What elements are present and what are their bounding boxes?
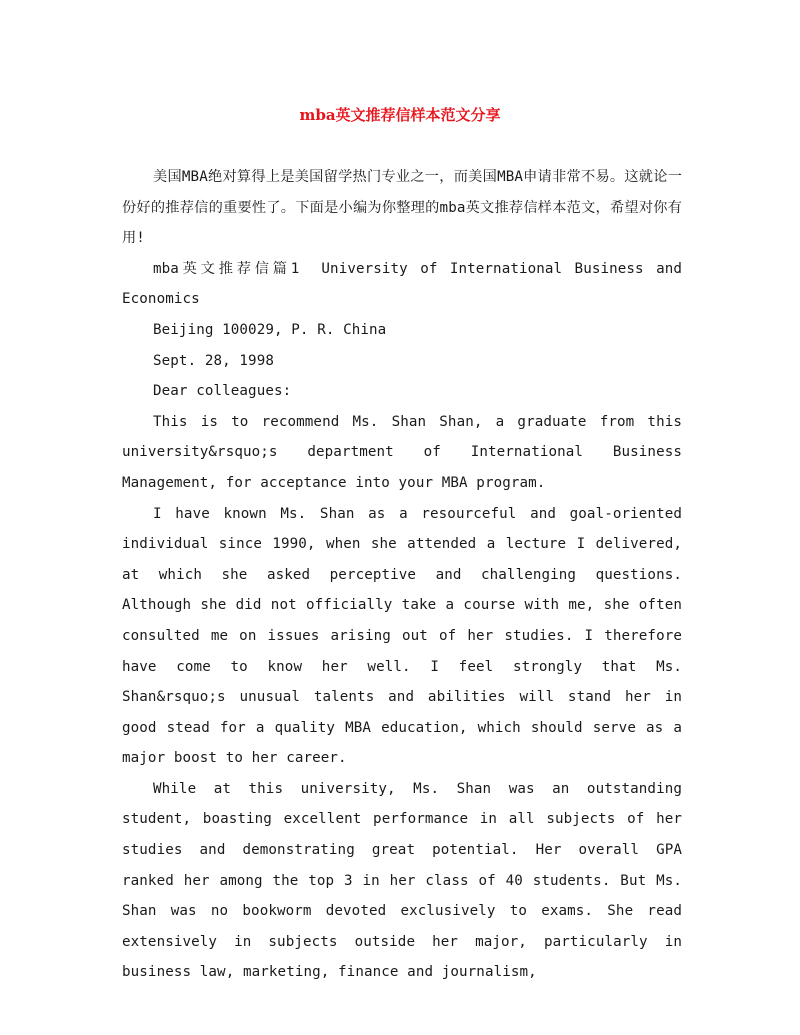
body-paragraph: While at this university, Ms. Shan was an outstanding student, boasting excellent performance in all subjects of her studies and demonstrating great potential. Her overall GPA ranked her among the top 3 in her class of 40 students. But Ms. Shan was no bookworm devoted exclusively to exams. She read extensively in subjects outside her major, particularly in business law, marketing, finance and journalism,	[122, 780, 682, 981]
document-title: mba英文推荐信样本范文分享	[299, 106, 501, 124]
intro-paragraph: 美国MBA绝对算得上是美国留学热门专业之一，而美国MBA申请非常不易。这就论一份好的推荐信的重要性了。下面是小编为你整理的mba英文推荐信样本范文，希望对你有用!	[122, 169, 682, 247]
body-paragraph: I have known Ms. Shan as a resourceful and goal-oriented individual since 1990, when she attended a lecture I delivered, at which she asked perceptive and challenging questions. Although she did not officially take a course with me, she often consulted me on issues arising out of her studies. I therefore have come to know her well. I feel strongly that Ms. Shan&rsquo;s unusual talents and abilities will stand her in good stead for a quality MBA education, which should serve as a major boost to her career.	[122, 505, 682, 767]
letter-heading-label: mba英文推荐信篇1	[153, 260, 300, 277]
address-line: Beijing 100029, P. R. China	[153, 321, 387, 338]
letter-heading-institution: University of International Business and Economics	[122, 260, 682, 308]
salutation: Dear colleagues:	[153, 383, 292, 400]
letter-heading	[122, 254, 682, 315]
date-line: Sept. 28, 1998	[153, 352, 274, 369]
document-body	[122, 162, 682, 988]
body-paragraph: This is to recommend Ms. Shan Shan, a graduate from this university&rsquo;s department of International Business Management, for acceptance into your MBA program.	[122, 413, 682, 491]
